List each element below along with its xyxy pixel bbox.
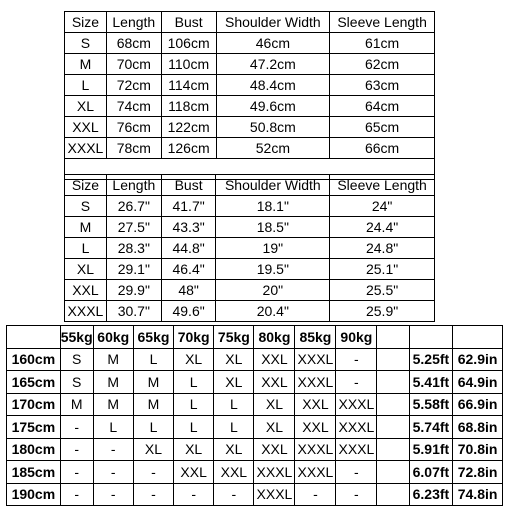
column-header: 60kg	[93, 326, 133, 349]
table-cell: -	[93, 461, 133, 484]
table-cell: XL	[174, 438, 214, 461]
row-header: 175cm	[7, 416, 61, 439]
table-cell: 18.1"	[216, 196, 330, 217]
table-row	[65, 138, 435, 159]
table-row	[7, 416, 503, 439]
table-cell: XXL	[295, 393, 336, 416]
table-cell: 48.4cm	[216, 75, 330, 96]
column-header: 85kg	[295, 326, 336, 349]
table-cell: S	[60, 348, 93, 371]
table-cell: 78cm	[106, 138, 161, 159]
empty-cell	[409, 326, 453, 349]
table-cell: 126cm	[161, 138, 216, 159]
table-cell: L	[174, 371, 214, 394]
row-header: 160cm	[7, 348, 61, 371]
table-cell: 52cm	[216, 138, 330, 159]
table-cell: 25.9"	[330, 301, 435, 322]
height-feet: 5.58ft	[409, 393, 453, 416]
table-row	[65, 117, 435, 138]
table-cell: -	[60, 483, 93, 506]
table-cell: 24.4"	[330, 217, 435, 238]
table-cell: 47.2cm	[216, 54, 330, 75]
table-cell: 25.1"	[330, 259, 435, 280]
table-cell: 19"	[216, 238, 330, 259]
table-cell: XXXL	[254, 461, 295, 484]
table-cell: -	[336, 483, 377, 506]
table-cell: M	[60, 393, 93, 416]
table-cell: L	[65, 238, 107, 259]
table-cell: XL	[254, 416, 295, 439]
table-cell: 61cm	[330, 33, 435, 54]
table-cell: -	[60, 461, 93, 484]
table-cell: L	[93, 416, 133, 439]
table-row	[7, 371, 503, 394]
table-cell: 122cm	[161, 117, 216, 138]
table-cell: -	[93, 438, 133, 461]
height-inches: 66.9in	[453, 393, 503, 416]
height-inches: 72.8in	[453, 461, 503, 484]
table-cell: 110cm	[161, 54, 216, 75]
table-cell: XXXL	[295, 461, 336, 484]
table-cell: 70cm	[106, 54, 161, 75]
table-row	[65, 238, 435, 259]
table-cell: 63cm	[330, 75, 435, 96]
table-cell: XXXL	[336, 416, 377, 439]
table-cell: L	[174, 393, 214, 416]
table-cell: 72cm	[106, 75, 161, 96]
table-cell: 49.6"	[161, 301, 216, 322]
table-cell: -	[174, 483, 214, 506]
column-header: Sleeve Length	[330, 12, 435, 33]
column-header: Shoulder Width	[216, 175, 330, 196]
table-cell: 74cm	[106, 96, 161, 117]
table-cell: XXL	[254, 371, 295, 394]
table-cell: M	[133, 371, 173, 394]
table-row	[65, 54, 435, 75]
column-header: Length	[106, 12, 161, 33]
table-cell: 18.5"	[216, 217, 330, 238]
column-header: Length	[106, 175, 161, 196]
size-table-inch	[64, 174, 435, 322]
empty-cell	[453, 326, 503, 349]
column-header: Bust	[161, 12, 216, 33]
table-cell: 65cm	[330, 117, 435, 138]
empty-cell	[377, 393, 409, 416]
table-cell: S	[65, 196, 107, 217]
table-cell: -	[60, 438, 93, 461]
table-cell: 68cm	[106, 33, 161, 54]
table-cell: XL	[174, 348, 214, 371]
height-feet: 6.23ft	[409, 483, 453, 506]
height-feet: 5.74ft	[409, 416, 453, 439]
empty-cell	[377, 416, 409, 439]
table-cell: 46cm	[216, 33, 330, 54]
height-feet: 5.41ft	[409, 371, 453, 394]
table-cell: -	[295, 483, 336, 506]
table-cell: L	[214, 416, 254, 439]
table-cell: M	[133, 393, 173, 416]
table-cell: 28.3"	[106, 238, 161, 259]
table-cell: 43.3"	[161, 217, 216, 238]
column-header: Shoulder Width	[216, 12, 330, 33]
table-cell: XXL	[65, 280, 107, 301]
column-header: Sleeve Length	[330, 175, 435, 196]
table-cell: 29.1"	[106, 259, 161, 280]
table-cell: 20.4"	[216, 301, 330, 322]
table-cell: XXL	[254, 438, 295, 461]
table-cell: 27.5"	[106, 217, 161, 238]
height-inches: 68.8in	[453, 416, 503, 439]
empty-cell	[377, 348, 409, 371]
table-cell: 30.7"	[106, 301, 161, 322]
empty-cell	[377, 326, 409, 349]
height-inches: 74.8in	[453, 483, 503, 506]
table-cell: XXXL	[295, 438, 336, 461]
height-feet: 5.91ft	[409, 438, 453, 461]
table-row	[65, 259, 435, 280]
table-cell: 106cm	[161, 33, 216, 54]
row-header: 185cm	[7, 461, 61, 484]
table-cell: L	[65, 75, 107, 96]
table-cell: L	[133, 348, 173, 371]
table-cell: -	[214, 483, 254, 506]
table-cell: -	[336, 348, 377, 371]
row-header: 190cm	[7, 483, 61, 506]
table-row	[7, 348, 503, 371]
table-row	[7, 461, 503, 484]
table-header-row	[7, 326, 503, 349]
table-cell: 19.5"	[216, 259, 330, 280]
height-inches: 70.8in	[453, 438, 503, 461]
table-row	[65, 96, 435, 117]
column-header: Size	[65, 175, 107, 196]
table-cell: XL	[133, 438, 173, 461]
table-cell: XXL	[214, 461, 254, 484]
table-cell: XXL	[65, 117, 107, 138]
table-cell: -	[93, 483, 133, 506]
table-cell: M	[65, 54, 107, 75]
table-cell: L	[133, 416, 173, 439]
table-cell: -	[133, 483, 173, 506]
table-cell: L	[214, 393, 254, 416]
table-cell: 25.5"	[330, 280, 435, 301]
table-row	[65, 75, 435, 96]
table-header-row	[65, 175, 435, 196]
empty-cell	[377, 371, 409, 394]
table-cell: XXL	[295, 416, 336, 439]
table-cell: 24.8"	[330, 238, 435, 259]
table-row	[65, 33, 435, 54]
table-cell: XXXL	[336, 438, 377, 461]
table-cell: 46.4"	[161, 259, 216, 280]
table-cell: 26.7"	[106, 196, 161, 217]
table-cell: M	[93, 371, 133, 394]
table-cell: XL	[214, 371, 254, 394]
table-cell: 114cm	[161, 75, 216, 96]
table-cell: XL	[254, 393, 295, 416]
table-cell: M	[65, 217, 107, 238]
table-row	[65, 280, 435, 301]
table-cell: L	[174, 416, 214, 439]
table-cell: S	[60, 371, 93, 394]
table-cell: -	[60, 416, 93, 439]
row-header: 165cm	[7, 371, 61, 394]
empty-cell	[7, 326, 61, 349]
row-header: 170cm	[7, 393, 61, 416]
column-header: 75kg	[214, 326, 254, 349]
row-header: 180cm	[7, 438, 61, 461]
table-cell: 49.6cm	[216, 96, 330, 117]
table-row	[7, 438, 503, 461]
size-table-cm	[64, 11, 435, 180]
table-cell: -	[336, 461, 377, 484]
table-cell: XL	[65, 96, 107, 117]
table-cell: 44.8"	[161, 238, 216, 259]
table-cell: 24"	[330, 196, 435, 217]
empty-cell	[377, 438, 409, 461]
table-cell: XXXL	[295, 348, 336, 371]
table-cell: XXXL	[254, 483, 295, 506]
table-cell: -	[133, 461, 173, 484]
table-cell: 20"	[216, 280, 330, 301]
table-cell: XXL	[174, 461, 214, 484]
table-row	[65, 301, 435, 322]
column-header: Size	[65, 12, 107, 33]
table-cell: XXXL	[295, 371, 336, 394]
height-inches: 64.9in	[453, 371, 503, 394]
column-header: 90kg	[336, 326, 377, 349]
column-header: 55kg	[60, 326, 93, 349]
empty-cell	[377, 461, 409, 484]
table-cell: 62cm	[330, 54, 435, 75]
table-row	[65, 196, 435, 217]
table-cell: XL	[214, 348, 254, 371]
column-header: 70kg	[174, 326, 214, 349]
table-header-row	[65, 12, 435, 33]
table-cell: 76cm	[106, 117, 161, 138]
column-header: Bust	[161, 175, 216, 196]
table-row	[7, 393, 503, 416]
table-cell: M	[93, 393, 133, 416]
table-cell: 41.7"	[161, 196, 216, 217]
height-weight-table	[6, 325, 503, 506]
column-header: 80kg	[254, 326, 295, 349]
table-cell: 66cm	[330, 138, 435, 159]
empty-cell	[377, 483, 409, 506]
height-inches: 62.9in	[453, 348, 503, 371]
height-feet: 5.25ft	[409, 348, 453, 371]
table-cell: M	[93, 348, 133, 371]
table-row	[65, 217, 435, 238]
table-cell: S	[65, 33, 107, 54]
table-cell: 64cm	[330, 96, 435, 117]
table-cell: XXXL	[65, 301, 107, 322]
table-cell: -	[336, 371, 377, 394]
table-cell: XXXL	[65, 138, 107, 159]
table-cell: XL	[65, 259, 107, 280]
table-cell: 50.8cm	[216, 117, 330, 138]
table-cell: 29.9"	[106, 280, 161, 301]
table-row	[7, 483, 503, 506]
table-cell: XL	[214, 438, 254, 461]
table-cell: 118cm	[161, 96, 216, 117]
height-feet: 6.07ft	[409, 461, 453, 484]
table-cell: 48"	[161, 280, 216, 301]
table-cell: XXXL	[336, 393, 377, 416]
table-cell: XXL	[254, 348, 295, 371]
column-header: 65kg	[133, 326, 173, 349]
